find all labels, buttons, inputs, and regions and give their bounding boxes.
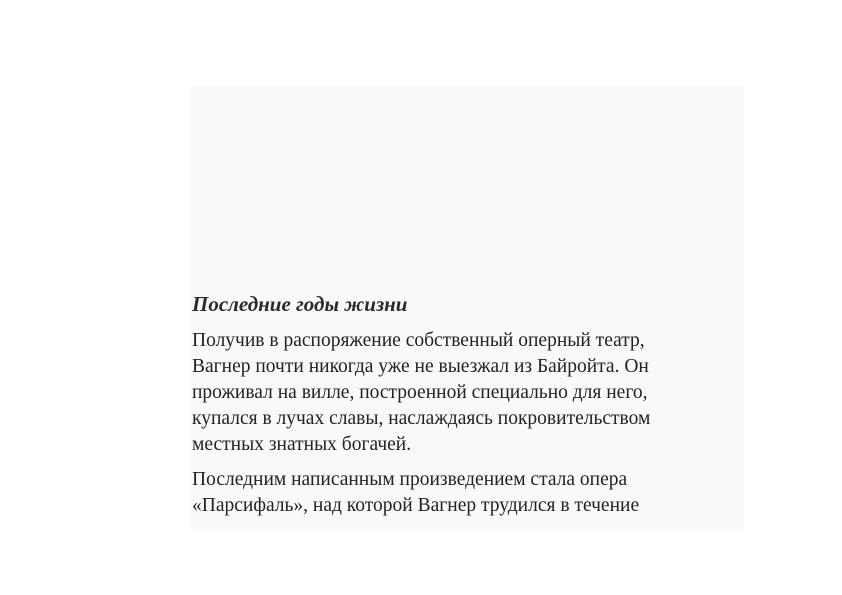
paragraph <box>192 467 740 519</box>
paragraph-line: местных знатных богачей. <box>192 434 412 455</box>
paragraph-line: Последним написанным произведением стала опера <box>192 469 628 490</box>
paragraph-line: купался в лучах славы, наслаждаясь покровительством <box>192 408 651 429</box>
paragraph-line: проживал на вилле, построенной специально для него, <box>192 382 648 403</box>
section-heading: Последние годы жизни <box>192 292 408 316</box>
document-page <box>191 86 744 529</box>
section-content <box>192 291 740 528</box>
paragraph <box>192 328 740 458</box>
paragraph-line: Вагнер почти никогда уже не выезжал из Байройта. Он <box>192 356 649 377</box>
paragraph-line: Получив в распоряжение собственный оперный театр, <box>192 330 645 351</box>
paragraph-line: «Парсифаль», над которой Вагнер трудился в течение <box>192 495 640 516</box>
